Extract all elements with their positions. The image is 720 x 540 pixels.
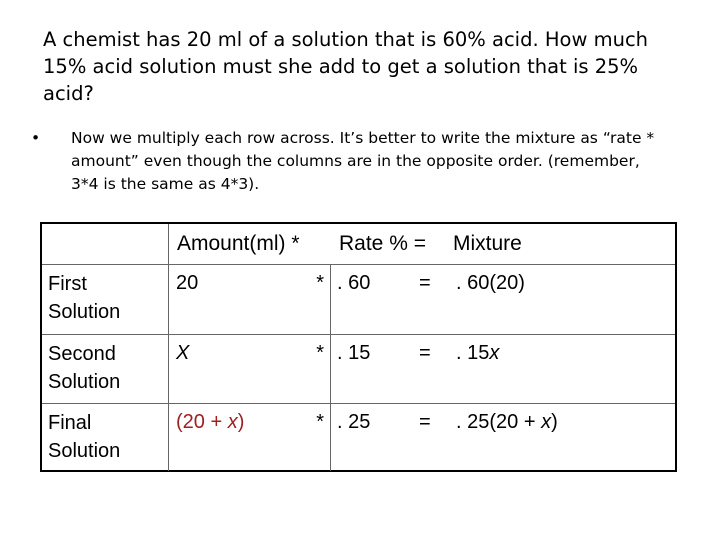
problem-line-2: 15% acid solution must she add to get a solution that is 25% bbox=[43, 55, 639, 78]
row-label-line-1: First bbox=[48, 273, 87, 295]
rate-cell bbox=[331, 335, 453, 404]
table-row bbox=[42, 334, 675, 404]
times-sign: * bbox=[316, 342, 324, 364]
mixture-close: ) bbox=[551, 411, 558, 433]
row-label-line-1: Final bbox=[48, 412, 92, 434]
table-header-row bbox=[42, 224, 675, 264]
amount-value bbox=[176, 411, 244, 434]
times-sign: * bbox=[316, 272, 324, 294]
amount-close: ) bbox=[237, 411, 245, 433]
mixture-prefix: . 25(20 + bbox=[456, 411, 542, 433]
equals-sign: = bbox=[419, 342, 431, 364]
rate-cell bbox=[331, 265, 453, 335]
mixture-variable: x bbox=[489, 342, 500, 364]
row-label-line-2: Solution bbox=[48, 371, 121, 393]
bullet-icon: • bbox=[31, 129, 41, 147]
mixture-cell bbox=[453, 335, 675, 404]
amount-cell bbox=[169, 265, 331, 335]
bullet-text bbox=[71, 127, 691, 196]
amount-variable: x bbox=[227, 411, 238, 433]
amount-cell bbox=[169, 335, 331, 404]
row-label-line-2: Solution bbox=[48, 301, 121, 323]
mixture-prefix: . 15 bbox=[456, 342, 490, 364]
row-label-line-1: Second bbox=[48, 343, 116, 365]
amount-value: 20 bbox=[176, 272, 199, 294]
bullet-line-2: amount” even though the columns are in the opposite order. (remember, bbox=[71, 152, 640, 170]
mixture-value bbox=[456, 342, 499, 365]
mixture-variable: x bbox=[541, 411, 552, 433]
row-label-cell bbox=[42, 265, 169, 335]
problem-line-1: A chemist has 20 ml of a solution that is 60% acid. How much bbox=[43, 28, 649, 51]
table-row bbox=[42, 264, 675, 335]
mixture-cell bbox=[453, 404, 675, 471]
header-mixture: Mixture bbox=[453, 232, 522, 255]
amount-value: X bbox=[176, 342, 190, 364]
mixture-table bbox=[40, 222, 677, 472]
rate-cell bbox=[331, 404, 453, 471]
table-row bbox=[42, 403, 675, 471]
bullet-point bbox=[31, 127, 691, 196]
times-sign: * bbox=[316, 411, 324, 433]
amount-cell bbox=[169, 404, 331, 471]
header-amount: Amount(ml) * bbox=[177, 232, 300, 255]
row-label-cell bbox=[42, 404, 169, 471]
mixture-value bbox=[456, 411, 558, 434]
amount-open: (20 + bbox=[176, 411, 228, 433]
row-label-line-2: Solution bbox=[48, 440, 121, 462]
mixture-value: . 60(20) bbox=[456, 272, 525, 294]
bullet-line-1: Now we multiply each row across. It’s better to write the mixture as “rate * bbox=[71, 129, 655, 147]
problem-line-3: acid? bbox=[43, 82, 94, 105]
equals-sign: = bbox=[419, 272, 431, 294]
bullet-line-3: 3*4 is the same as 4*3). bbox=[71, 175, 260, 193]
rate-value: . 25 bbox=[337, 411, 371, 433]
equals-sign: = bbox=[419, 411, 431, 433]
header-blank-cell bbox=[42, 224, 169, 264]
row-label-cell bbox=[42, 335, 169, 404]
header-rate: Rate % = bbox=[339, 232, 426, 255]
mixture-cell bbox=[453, 265, 675, 335]
rate-value: . 15 bbox=[337, 342, 371, 364]
problem-statement bbox=[43, 26, 693, 107]
rate-value: . 60 bbox=[337, 272, 371, 294]
